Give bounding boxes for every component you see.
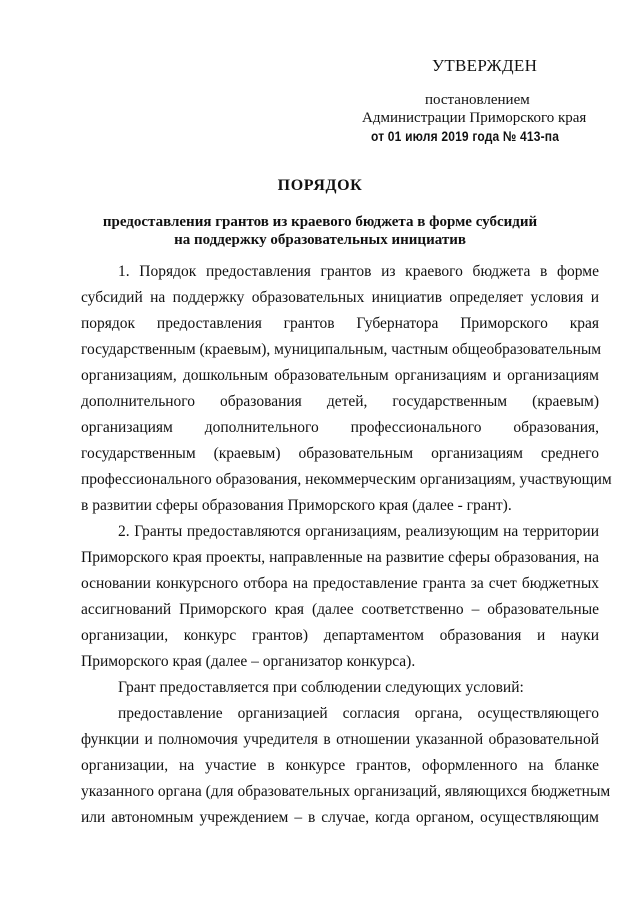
body-line: основании конкурсного отбора на предоставление гранта за счет бюджетных <box>81 575 599 592</box>
body-line: организации, конкурс грантов) департаментом образования и науки <box>81 627 599 644</box>
body-line: государственным (краевым) образовательным организациям среднего <box>81 445 599 462</box>
document-subtitle-line-1: предоставления грантов из краевого бюджета в форме субсидий <box>102 214 538 230</box>
body-line: функции и полномочия учредителя в отношении указанной образовательной <box>81 731 599 748</box>
approved-heading: УТВЕРЖДЕН <box>432 56 538 75</box>
body-line: государственным (краевым), муниципальным, частным общеобразовательным <box>81 341 602 358</box>
body-line: дополнительного образования детей, государственным (краевым) <box>81 393 599 410</box>
body-line: предоставление организацией согласия органа, осуществляющего <box>118 705 599 722</box>
body-line: в развитии сферы образования Приморского края (далее - грант). <box>81 497 512 514</box>
body-line: организациям, дошкольным образовательным организациям и организациям <box>81 367 599 384</box>
body-line: или автономным учреждением – в случае, когда органом, осуществляющим <box>81 809 599 826</box>
body-line: Приморского края (далее – организатор конкурса). <box>81 653 416 670</box>
body-line: организации, на участие в конкурсе грантов, оформленного на бланке <box>81 757 599 774</box>
body-line: ассигнований Приморского края (далее соответственно – образовательные <box>81 601 599 618</box>
body-line: субсидий на поддержку образовательных инициатив определяет условия и <box>81 289 599 306</box>
decree-line-1: постановлением <box>425 92 530 108</box>
decree-line-2: Администрации Приморского края <box>362 110 587 126</box>
body-line: Грант предоставляется при соблюдении следующих условий: <box>118 679 524 696</box>
document-subtitle-line-2: на поддержку образовательных инициатив <box>174 232 466 248</box>
body-line: Приморского края проекты, направленные на развитие сферы образования, на <box>81 549 599 566</box>
body-line: указанного органа (для образовательных организаций, являющихся бюджетным <box>81 783 611 800</box>
body-line: 2. Гранты предоставляются организациям, реализующим на территории <box>118 523 599 540</box>
body-line: 1. Порядок предоставления грантов из краевого бюджета в форме <box>118 263 599 280</box>
body-line: порядок предоставления грантов Губернатора Приморского края <box>81 315 599 332</box>
body-line: организациям дополнительного профессионального образования, <box>81 419 599 436</box>
body-line: профессионального образования, некоммерческим организациям, участвующим <box>81 471 612 488</box>
decree-date-number: от 01 июля 2019 года № 413-па <box>371 128 560 144</box>
document-title: ПОРЯДОК <box>277 177 363 194</box>
